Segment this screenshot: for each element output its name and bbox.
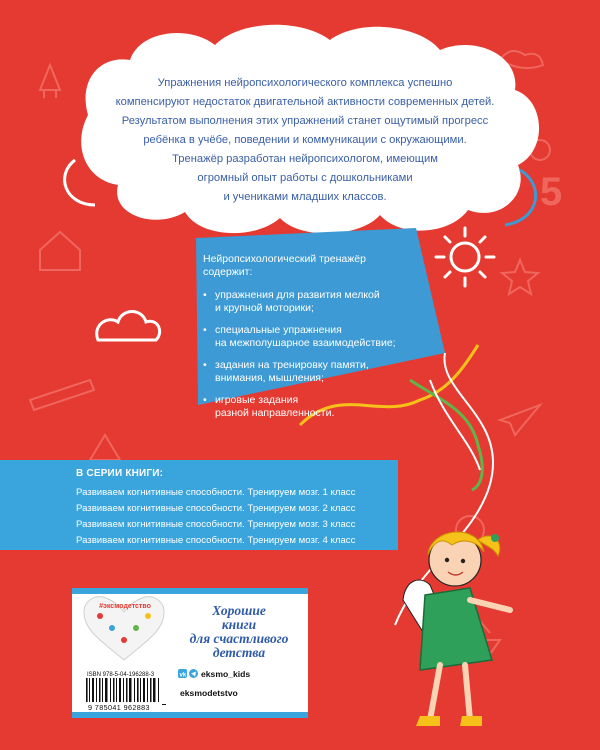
series-title: В СЕРИИ КНИГИ: bbox=[76, 468, 164, 479]
doodle-pencil bbox=[30, 380, 94, 410]
series-section bbox=[0, 460, 398, 550]
kite-item-text: упражнения для развития мелкой bbox=[215, 289, 380, 301]
svg-text:vk: vk bbox=[179, 672, 187, 679]
social-vk-handle: eksmo_kids bbox=[201, 669, 251, 679]
brand-line: книги bbox=[221, 617, 257, 632]
kite-item-text: специальные упражнения bbox=[215, 324, 342, 336]
cloud-line: ребёнка в учёбе, поведении и коммуникации с окружающими. bbox=[143, 134, 467, 146]
kite-list-item bbox=[203, 324, 423, 350]
cloud-description bbox=[110, 74, 500, 207]
kite-intro bbox=[203, 253, 423, 279]
kite-list-item bbox=[203, 289, 423, 315]
kite-string-2 bbox=[430, 380, 480, 470]
cloud-line: Упражнения нейропсихологического комплекса успешно bbox=[157, 77, 453, 89]
cloud-line: и учениками младших классов. bbox=[223, 191, 387, 203]
cloud-line: Результатом выполнения этих упражнений станет ощутимый прогресс bbox=[121, 115, 489, 127]
brand-line: Хорошие bbox=[212, 603, 266, 618]
brand-slogan bbox=[172, 604, 306, 660]
kite-contents bbox=[203, 253, 423, 429]
kite-list bbox=[203, 289, 423, 420]
doodle-plane bbox=[500, 405, 540, 435]
series-book-item: Развиваем когнитивные способности. Тренируем мозг. 2 класс bbox=[76, 503, 356, 514]
series-book-item: Развиваем когнитивные способности. Тренируем мозг. 4 класс bbox=[76, 535, 356, 546]
brand-line: детства bbox=[212, 645, 266, 660]
kite-list-item bbox=[203, 394, 423, 420]
doodle-number-5: 5 bbox=[540, 170, 563, 214]
social-tg-handle: eksmodetstvo bbox=[180, 688, 238, 698]
doodle-house bbox=[40, 232, 80, 270]
kite-list-item bbox=[203, 359, 423, 385]
girl-illustration bbox=[403, 532, 510, 726]
doodle-star bbox=[502, 260, 538, 294]
cloud-line: компенсируют недостаток двигательной активности современных детей. bbox=[115, 96, 495, 108]
series-book-item: Развиваем когнитивные способности. Тренируем мозг. 1 класс bbox=[76, 487, 356, 498]
cloud-line: Тренажёр разработан нейропсихологом, имеющим bbox=[172, 153, 438, 165]
cloud-line: огромный опыт работы с дошкольниками bbox=[197, 172, 413, 184]
kite-item-text: задания на тренировку памяти, bbox=[215, 359, 369, 371]
sun-doodle bbox=[436, 228, 494, 286]
kite-item-text: игровые задания bbox=[215, 394, 299, 406]
brand-line: для счастливого bbox=[189, 631, 289, 646]
kite-item-text: разной направленности. bbox=[215, 407, 335, 419]
kite-item-text: и крупной моторики; bbox=[215, 302, 314, 314]
barcode-end-mark bbox=[162, 704, 166, 705]
heart-logo-text: #эксмодетство bbox=[99, 603, 151, 610]
doodle-triangle bbox=[90, 435, 120, 460]
barcode-number: 9 785041 962883 bbox=[88, 703, 150, 712]
small-cloud-doodle bbox=[97, 312, 160, 341]
kite-intro-line: Нейропсихологический тренажёр bbox=[203, 253, 366, 265]
doodle-rocket bbox=[40, 65, 60, 98]
kite-item-text: на межполушарное взаимодействие; bbox=[215, 337, 396, 349]
kite-intro-line: содержит: bbox=[203, 266, 253, 278]
isbn-label: ISBN 978-5-04-196288-3 bbox=[87, 672, 155, 678]
series-book-item: Развиваем когнитивные способности. Тренируем мозг. 3 класс bbox=[76, 519, 356, 530]
kite-item-text: внимания, мышления; bbox=[215, 372, 324, 384]
